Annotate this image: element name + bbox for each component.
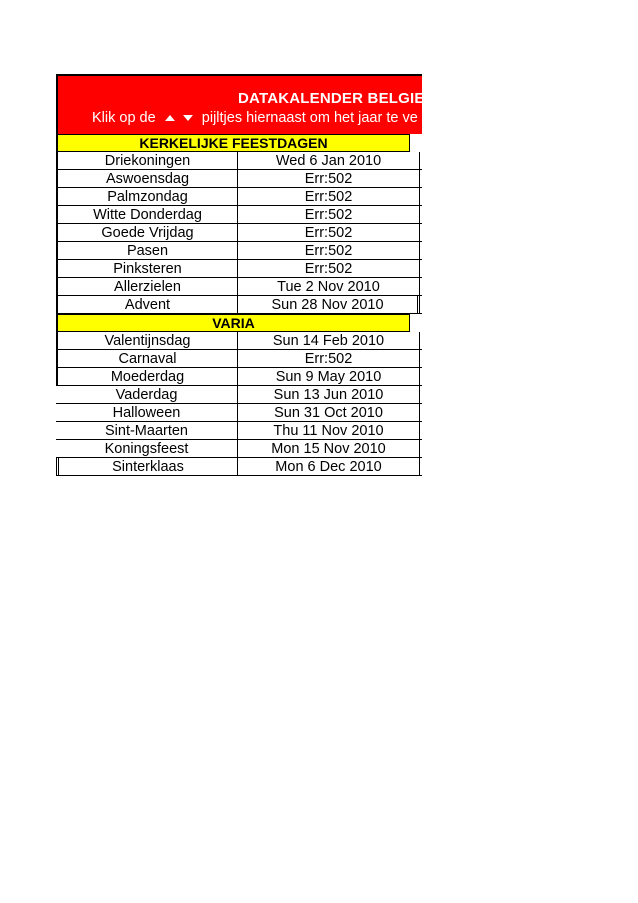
holiday-date: Mon 15 Nov 2010 bbox=[238, 440, 420, 457]
holiday-name: Goede Vrijdag bbox=[56, 224, 238, 241]
section-header-varia: VARIA bbox=[56, 314, 410, 332]
instruction-prefix: Klik op de bbox=[92, 109, 156, 126]
holiday-name: Aswoensdag bbox=[56, 170, 238, 187]
table-row bbox=[56, 152, 422, 170]
holiday-name: Halloween bbox=[56, 404, 238, 421]
holiday-name: Valentijnsdag bbox=[56, 332, 238, 349]
holiday-date: Tue 2 Nov 2010 bbox=[238, 278, 420, 295]
holiday-date: Sun 9 May 2010 bbox=[238, 368, 420, 385]
table-row bbox=[56, 296, 422, 314]
table-row bbox=[56, 422, 422, 440]
instruction-text bbox=[92, 109, 422, 127]
table-row bbox=[56, 368, 422, 386]
holiday-date: Err:502 bbox=[238, 260, 420, 277]
holiday-name: Moederdag bbox=[56, 368, 238, 385]
table-row bbox=[56, 404, 422, 422]
church-holidays-table bbox=[56, 152, 422, 314]
holiday-date: Err:502 bbox=[238, 350, 420, 367]
table-row bbox=[56, 386, 422, 404]
holiday-date: Err:502 bbox=[238, 224, 420, 241]
header-banner bbox=[56, 74, 425, 134]
holiday-date: Err:502 bbox=[238, 242, 420, 259]
holiday-date: Err:502 bbox=[238, 170, 420, 187]
holiday-name: Koningsfeest bbox=[56, 440, 238, 457]
table-row bbox=[56, 206, 422, 224]
table-row bbox=[56, 224, 422, 242]
table-row bbox=[56, 458, 422, 476]
holiday-date: Sun 13 Jun 2010 bbox=[238, 386, 420, 403]
table-row bbox=[56, 188, 422, 206]
holiday-date: Sun 14 Feb 2010 bbox=[238, 332, 420, 349]
holiday-name: Palmzondag bbox=[56, 188, 238, 205]
table-row bbox=[56, 350, 422, 368]
holiday-name: Advent bbox=[56, 296, 238, 313]
arrow-down-icon[interactable] bbox=[183, 115, 193, 121]
holiday-date: Thu 11 Nov 2010 bbox=[238, 422, 420, 439]
page-title: DATAKALENDER BELGIE bbox=[238, 90, 425, 107]
table-row bbox=[56, 260, 422, 278]
holiday-name: Pasen bbox=[56, 242, 238, 259]
holiday-date: Mon 6 Dec 2010 bbox=[238, 458, 420, 475]
holiday-date: Err:502 bbox=[238, 188, 420, 205]
holiday-name: Carnaval bbox=[56, 350, 238, 367]
holiday-name: Pinksteren bbox=[56, 260, 238, 277]
holiday-date: Sun 31 Oct 2010 bbox=[238, 404, 420, 421]
holiday-name: Vaderdag bbox=[56, 386, 238, 403]
holiday-date: Sun 28 Nov 2010 bbox=[238, 296, 420, 313]
table-row bbox=[56, 440, 422, 458]
table-row bbox=[56, 242, 422, 260]
table-row bbox=[56, 170, 422, 188]
calendar-sheet bbox=[56, 74, 425, 476]
arrow-up-icon[interactable] bbox=[165, 115, 175, 121]
holiday-name: Allerzielen bbox=[56, 278, 238, 295]
table-row bbox=[56, 332, 422, 350]
instruction-suffix: pijltjes hiernaast om het jaar te ve bbox=[201, 109, 418, 126]
varia-holidays-table bbox=[56, 332, 422, 476]
year-spinner[interactable] bbox=[163, 109, 195, 125]
section-header-church: KERKELIJKE FEESTDAGEN bbox=[56, 134, 410, 152]
holiday-name: Sinterklaas bbox=[56, 458, 238, 475]
holiday-date: Wed 6 Jan 2010 bbox=[238, 152, 420, 169]
holiday-name: Sint-Maarten bbox=[56, 422, 238, 439]
table-row bbox=[56, 278, 422, 296]
holiday-name: Witte Donderdag bbox=[56, 206, 238, 223]
holiday-name: Driekoningen bbox=[56, 152, 238, 169]
holiday-date: Err:502 bbox=[238, 206, 420, 223]
